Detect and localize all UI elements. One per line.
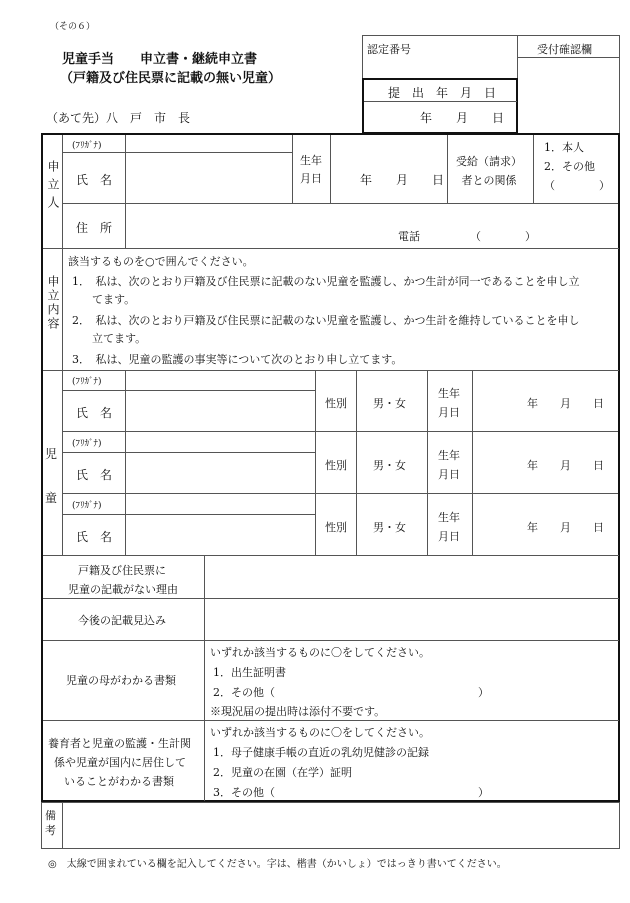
- child-2-sex-label: 性別: [325, 459, 347, 472]
- mother-doc-note: ※現況届の提出時は添付不要です。: [210, 705, 386, 718]
- applicant-furigana-field[interactable]: [126, 136, 291, 151]
- child-3-name-label: 氏 名: [76, 530, 113, 544]
- mother-doc-option-2[interactable]: 2．その他（: [213, 686, 275, 699]
- remarks-label: 備 考: [45, 809, 56, 837]
- child-1-birth-value[interactable]: 年 月 日: [527, 397, 604, 410]
- relation-label: 受給（請求） 者との関係: [456, 155, 522, 187]
- custody-doc-instruction: いずれか該当するものに〇をしてください。: [210, 726, 430, 739]
- remarks-field[interactable]: [63, 803, 619, 848]
- child-2-name-field[interactable]: [126, 453, 314, 492]
- child-2-birth-value[interactable]: 年 月 日: [527, 459, 604, 472]
- child-2-name-label: 氏 名: [76, 468, 113, 482]
- applicant-name-label: 氏 名: [76, 173, 113, 187]
- applicant-address-field[interactable]: [126, 204, 391, 247]
- child-3-name-field[interactable]: [126, 515, 314, 554]
- child-3-birth-value[interactable]: 年 月 日: [527, 521, 604, 534]
- statement-item-1b: てます。: [92, 293, 136, 306]
- child-2-birth-label: 生年 月日: [438, 449, 460, 481]
- mother-doc-label: 児童の母がわかる書類: [66, 674, 176, 687]
- mother-doc-instruction: いずれか該当するものに〇をしてください。: [210, 646, 430, 659]
- custody-doc-label-c: いることがわかる書類: [64, 775, 174, 788]
- receipt-label: 受付確認欄: [537, 43, 592, 56]
- applicant-furigana-label: (ﾌﾘｶﾞﾅ): [72, 141, 102, 151]
- custody-doc-option-3[interactable]: 3．その他（: [213, 786, 275, 799]
- reason-field[interactable]: [205, 556, 618, 598]
- child-3-furigana-label: (ﾌﾘｶﾞﾅ): [72, 501, 102, 511]
- custody-doc-label-b: 係や児童が国内に居住して: [54, 756, 186, 769]
- child-2-furigana-label: (ﾌﾘｶﾞﾅ): [72, 439, 102, 449]
- form-subtitle: （戸籍及び住民票に記載の無い児童）: [60, 71, 282, 86]
- mother-doc-option-1[interactable]: 1．出生証明書: [213, 666, 286, 679]
- form-title: 児童手当 申立書・継続申立書: [62, 52, 258, 67]
- phone-field[interactable]: （ ）: [470, 230, 536, 243]
- child-3-sex-value[interactable]: 男・女: [373, 521, 406, 534]
- applicant-birth-label: 生年 月日: [300, 154, 322, 185]
- relation-other-paren[interactable]: （ ）: [544, 179, 610, 192]
- child-1-sex-label: 性別: [325, 397, 347, 410]
- mother-doc-option-2-close: ）: [478, 686, 489, 699]
- submit-date-value[interactable]: 年 月 日: [420, 111, 505, 125]
- child-2-sex-value[interactable]: 男・女: [373, 459, 406, 472]
- child-1-name-label: 氏 名: [76, 406, 113, 420]
- child-1-furigana-label: (ﾌﾘｶﾞﾅ): [72, 377, 102, 387]
- applicant-section-label: 申立人: [46, 160, 60, 214]
- custody-doc-option-3-close: ）: [478, 786, 489, 799]
- applicant-birth-value[interactable]: 年 月 日: [360, 173, 445, 187]
- form-number: （その６）: [50, 22, 96, 32]
- statement-item-2b: 立てます。: [92, 332, 147, 345]
- outlook-label: 今後の記載見込み: [78, 614, 166, 627]
- submit-date-label: 提 出 年 月 日: [388, 86, 497, 100]
- custody-doc-option-1[interactable]: 1．母子健康手帳の直近の乳幼児健診の記録: [213, 746, 429, 759]
- addressee: （あて先）八 戸 市 長: [46, 111, 191, 125]
- statement-item-2a[interactable]: 2． 私は、次のとおり戸籍及び住民票に記載のない児童を監護し、かつ生計を維持していることを申し: [72, 314, 580, 327]
- relation-option-1[interactable]: 1．本人: [544, 141, 584, 154]
- outlook-field[interactable]: [205, 599, 618, 639]
- custody-doc-label-a: 養育者と児童の監護・生計関: [48, 737, 191, 750]
- cert-number-label: 認定番号: [367, 43, 411, 56]
- reason-label-a: 戸籍及び住民票に: [78, 564, 166, 577]
- reason-label-b: 児童の記載がない理由: [68, 583, 178, 596]
- children-section-label: 児 童: [45, 447, 58, 505]
- statement-item-3[interactable]: 3． 私は、児童の監護の事実等について次のとおり申し立てます。: [72, 353, 403, 366]
- custody-doc-option-2[interactable]: 2．児童の在園（在学）証明: [213, 766, 352, 779]
- child-1-sex-value[interactable]: 男・女: [373, 397, 406, 410]
- statement-instruction: 該当するものを○で囲んでください。: [68, 255, 254, 268]
- child-1-name-field[interactable]: [126, 391, 314, 430]
- relation-option-2[interactable]: 2．その他: [544, 160, 595, 173]
- child-1-birth-label: 生年 月日: [438, 387, 460, 419]
- child-3-sex-label: 性別: [325, 521, 347, 534]
- footer-note: ◎ 太線で囲まれている欄を記入してください。字は、楷書（かいしょ）ではっきり書いてください。: [48, 859, 507, 870]
- applicant-name-field[interactable]: [126, 153, 291, 202]
- phone-label: 電話: [398, 230, 420, 243]
- applicant-address-label: 住 所: [76, 221, 113, 235]
- child-3-birth-label: 生年 月日: [438, 511, 460, 543]
- statement-section-label: 申立内容: [46, 275, 60, 331]
- statement-item-1a[interactable]: 1． 私は、次のとおり戸籍及び住民票に記載のない児童を監護し、かつ生計が同一であることを申し立: [72, 275, 580, 288]
